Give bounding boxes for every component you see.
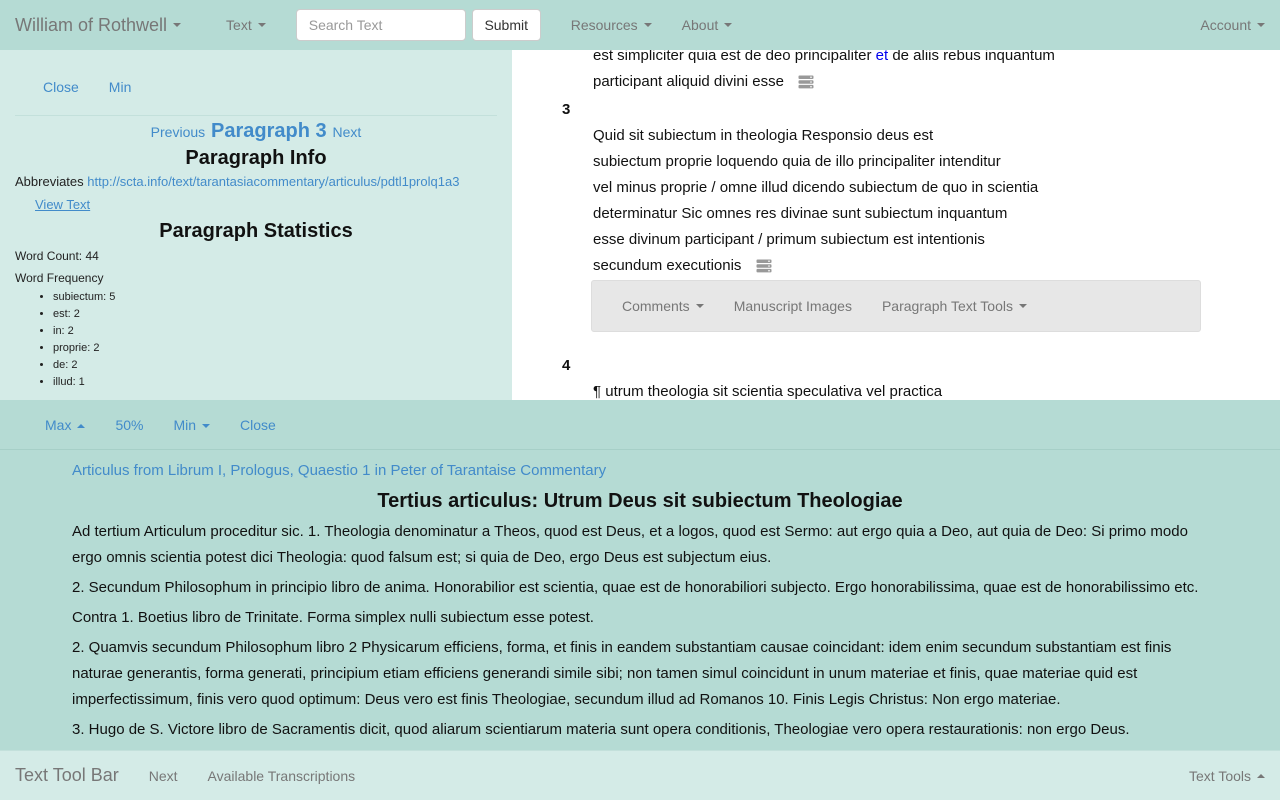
text-line: vel minus proprie / omne illud dicendo subiectum de quo in scientia — [593, 179, 1039, 196]
abbreviates-url-link[interactable]: http://scta.info/text/tarantasiacommentary/articulus/pdtl1prolq1a3 — [87, 174, 460, 189]
chevron-up-icon — [1257, 774, 1265, 778]
paragraph-info-panel — [0, 50, 512, 400]
text-paragraph: 2. Secundum Philosophum in principio libro de anima. Honorabilior est scientia, quae est de honorabiliori subjecto. Ergo honorabilissima, quae est de honorabilissimo etc. — [72, 579, 1199, 596]
chevron-down-icon — [696, 304, 704, 308]
paragraph-menu-icon[interactable] — [798, 75, 814, 89]
word-frequency-label: Word Frequency — [15, 271, 104, 285]
account-menu-label: Account — [1200, 17, 1251, 33]
paragraph-text-tools-menu[interactable] — [852, 298, 1027, 314]
about-menu[interactable] — [667, 17, 748, 33]
paragraph-number: 4 — [562, 357, 571, 374]
paragraph-number: 3 — [562, 101, 571, 118]
min-panel-link[interactable]: Min — [108, 79, 132, 95]
chevron-down-icon — [1257, 23, 1265, 27]
available-transcriptions-link[interactable]: Available Transcriptions — [207, 767, 356, 784]
text-line: Quid sit subiectum in theologia Responsio deus est — [593, 127, 934, 144]
half-size-button[interactable]: 50% — [115, 416, 144, 433]
paragraph-tools-bar — [591, 280, 1201, 332]
text-menu-label: Text — [226, 17, 252, 33]
next-paragraph-link[interactable]: Next — [332, 124, 362, 140]
abbreviates-label: Abbreviates — [15, 174, 84, 189]
text-segment: participant aliquid divini esse — [593, 73, 784, 90]
account-menu[interactable] — [1185, 17, 1280, 33]
text-tool-bar — [0, 750, 1280, 800]
list-item: • proprie: 2 — [53, 340, 512, 357]
article-title: Tertius articulus: Utrum Deus sit subiectum Theologiae — [377, 490, 903, 512]
list-item: • est: 2 — [53, 306, 512, 323]
previous-paragraph-link[interactable]: Previous — [150, 124, 206, 140]
comments-menu[interactable] — [592, 298, 704, 314]
list-item: • de: 2 — [53, 357, 512, 374]
search-input[interactable] — [296, 9, 466, 41]
text-line: esse divinum participant / primum subiectum est intentionis — [593, 231, 985, 248]
text-paragraph: Contra 1. Boetius libro de Trinitate. Forma simplex nulli subiectum esse potest. — [72, 609, 594, 626]
text-segment: est simpliciter quia est de deo principaliter — [593, 50, 876, 64]
top-navbar — [0, 0, 1280, 50]
bottom-panel-controls — [0, 400, 1280, 450]
text-line — [593, 73, 814, 90]
text-line: subiectum proprie loquendo quia de illo principaliter intenditur — [593, 153, 1001, 170]
highlighted-word[interactable]: et — [875, 50, 889, 64]
list-item: • subiectum: 5 — [53, 289, 512, 306]
text-tool-bar-title: Text Tool Bar — [15, 765, 119, 785]
panel-controls — [0, 50, 512, 95]
manuscript-images-label: Manuscript Images — [733, 298, 852, 314]
chevron-down-icon — [258, 23, 266, 27]
resources-menu-label: Resources — [570, 17, 638, 33]
chevron-down-icon — [644, 23, 652, 27]
chevron-down-icon — [173, 23, 181, 27]
list-item: • in: 2 — [53, 323, 512, 340]
next-link[interactable]: Next — [148, 767, 178, 784]
close-button[interactable]: Close — [240, 416, 276, 433]
max-button[interactable] — [45, 417, 85, 433]
about-menu-label: About — [681, 17, 719, 33]
text-paragraph: 3. Hugo de S. Victore libro de Sacramentis dicit, quod aliarum scientiarum materia sunt opera conditionis, Theologiae vero opera restaurationis: non ergo Deus. — [72, 721, 1130, 738]
text-line: determinatur Sic omnes res divinae sunt subiectum inquantum — [593, 205, 1008, 222]
chevron-down-icon — [202, 424, 210, 428]
comparison-text-panel — [0, 400, 1280, 750]
paragraph-number-heading: Paragraph 3 — [211, 120, 327, 142]
text-paragraph: 2. Quamvis secundum Philosophum libro 2 Physicarum efficiens, forma, et finis in eandem substantiam causae coincidant: idem enim secundum substantiam est finis naturae generantis, forma generati, principium etiam efficiens generandi simile sibi; non tamen simul coincidunt in unum materiae et finis, quae materiae quid est imperfectissimum, finis vero quod optimum: Deus vero est finis Theologiae, secundum illud ad Romanos 10. Finis Legis Christus: Non ergo materiae. — [72, 639, 1172, 708]
paragraph-menu-icon[interactable] — [756, 259, 772, 273]
brand-title: William of Rothwell — [15, 14, 168, 35]
paragraph-text-tools-label: Paragraph Text Tools — [881, 298, 1013, 314]
min-label: Min — [173, 416, 197, 433]
transcription-panel — [512, 50, 1280, 400]
paragraph-navigation — [0, 120, 512, 143]
text-paragraph: Ad tertium Articulum proceditur sic. 1. Theologia denominatur a Theos, quod est Deus, et a logos, quod est Sermo: aut ergo quia a Deo, aut quia de Deo: Si primo modo ergo omnis scientia potest dici Theologia: quod falsum est; si quia de Deo, ergo Deus est subjectum eius. — [72, 523, 1188, 566]
view-text-link[interactable]: View Text — [35, 197, 91, 212]
chevron-down-icon — [724, 23, 732, 27]
max-label: Max — [45, 416, 72, 433]
min-button[interactable] — [173, 417, 210, 433]
text-segment: secundum executionis — [593, 257, 742, 274]
word-frequency-list — [0, 289, 512, 391]
text-line — [593, 50, 1055, 64]
comparison-text-content — [0, 450, 1280, 743]
source-link[interactable]: Articulus from Librum I, Prologus, Quaestio 1 in Peter of Tarantaise Commentary — [72, 462, 607, 479]
manuscript-images-button[interactable] — [704, 298, 852, 314]
paragraph-statistics-heading: Paragraph Statistics — [159, 220, 353, 242]
text-line — [593, 257, 772, 274]
text-line: ¶ utrum theologia sit scientia speculativa vel practica — [593, 383, 943, 400]
resources-menu[interactable] — [556, 17, 667, 33]
text-tools-menu[interactable] — [1189, 768, 1280, 784]
text-segment: de aliis rebus inquantum — [888, 50, 1055, 64]
chevron-up-icon — [77, 424, 85, 428]
paragraph-info-heading: Paragraph Info — [185, 147, 327, 169]
text-tools-label: Text Tools — [1189, 767, 1251, 784]
brand-menu[interactable] — [0, 15, 181, 36]
abbreviates-row — [0, 174, 512, 189]
chevron-down-icon — [1019, 304, 1027, 308]
close-panel-link[interactable]: Close — [43, 79, 79, 95]
list-item: • illud: 1 — [53, 374, 512, 391]
submit-button[interactable]: Submit — [472, 9, 541, 41]
comments-label: Comments — [622, 298, 690, 314]
word-count: Word Count: 44 — [15, 249, 99, 263]
text-menu[interactable] — [211, 17, 281, 33]
divider — [15, 115, 497, 116]
